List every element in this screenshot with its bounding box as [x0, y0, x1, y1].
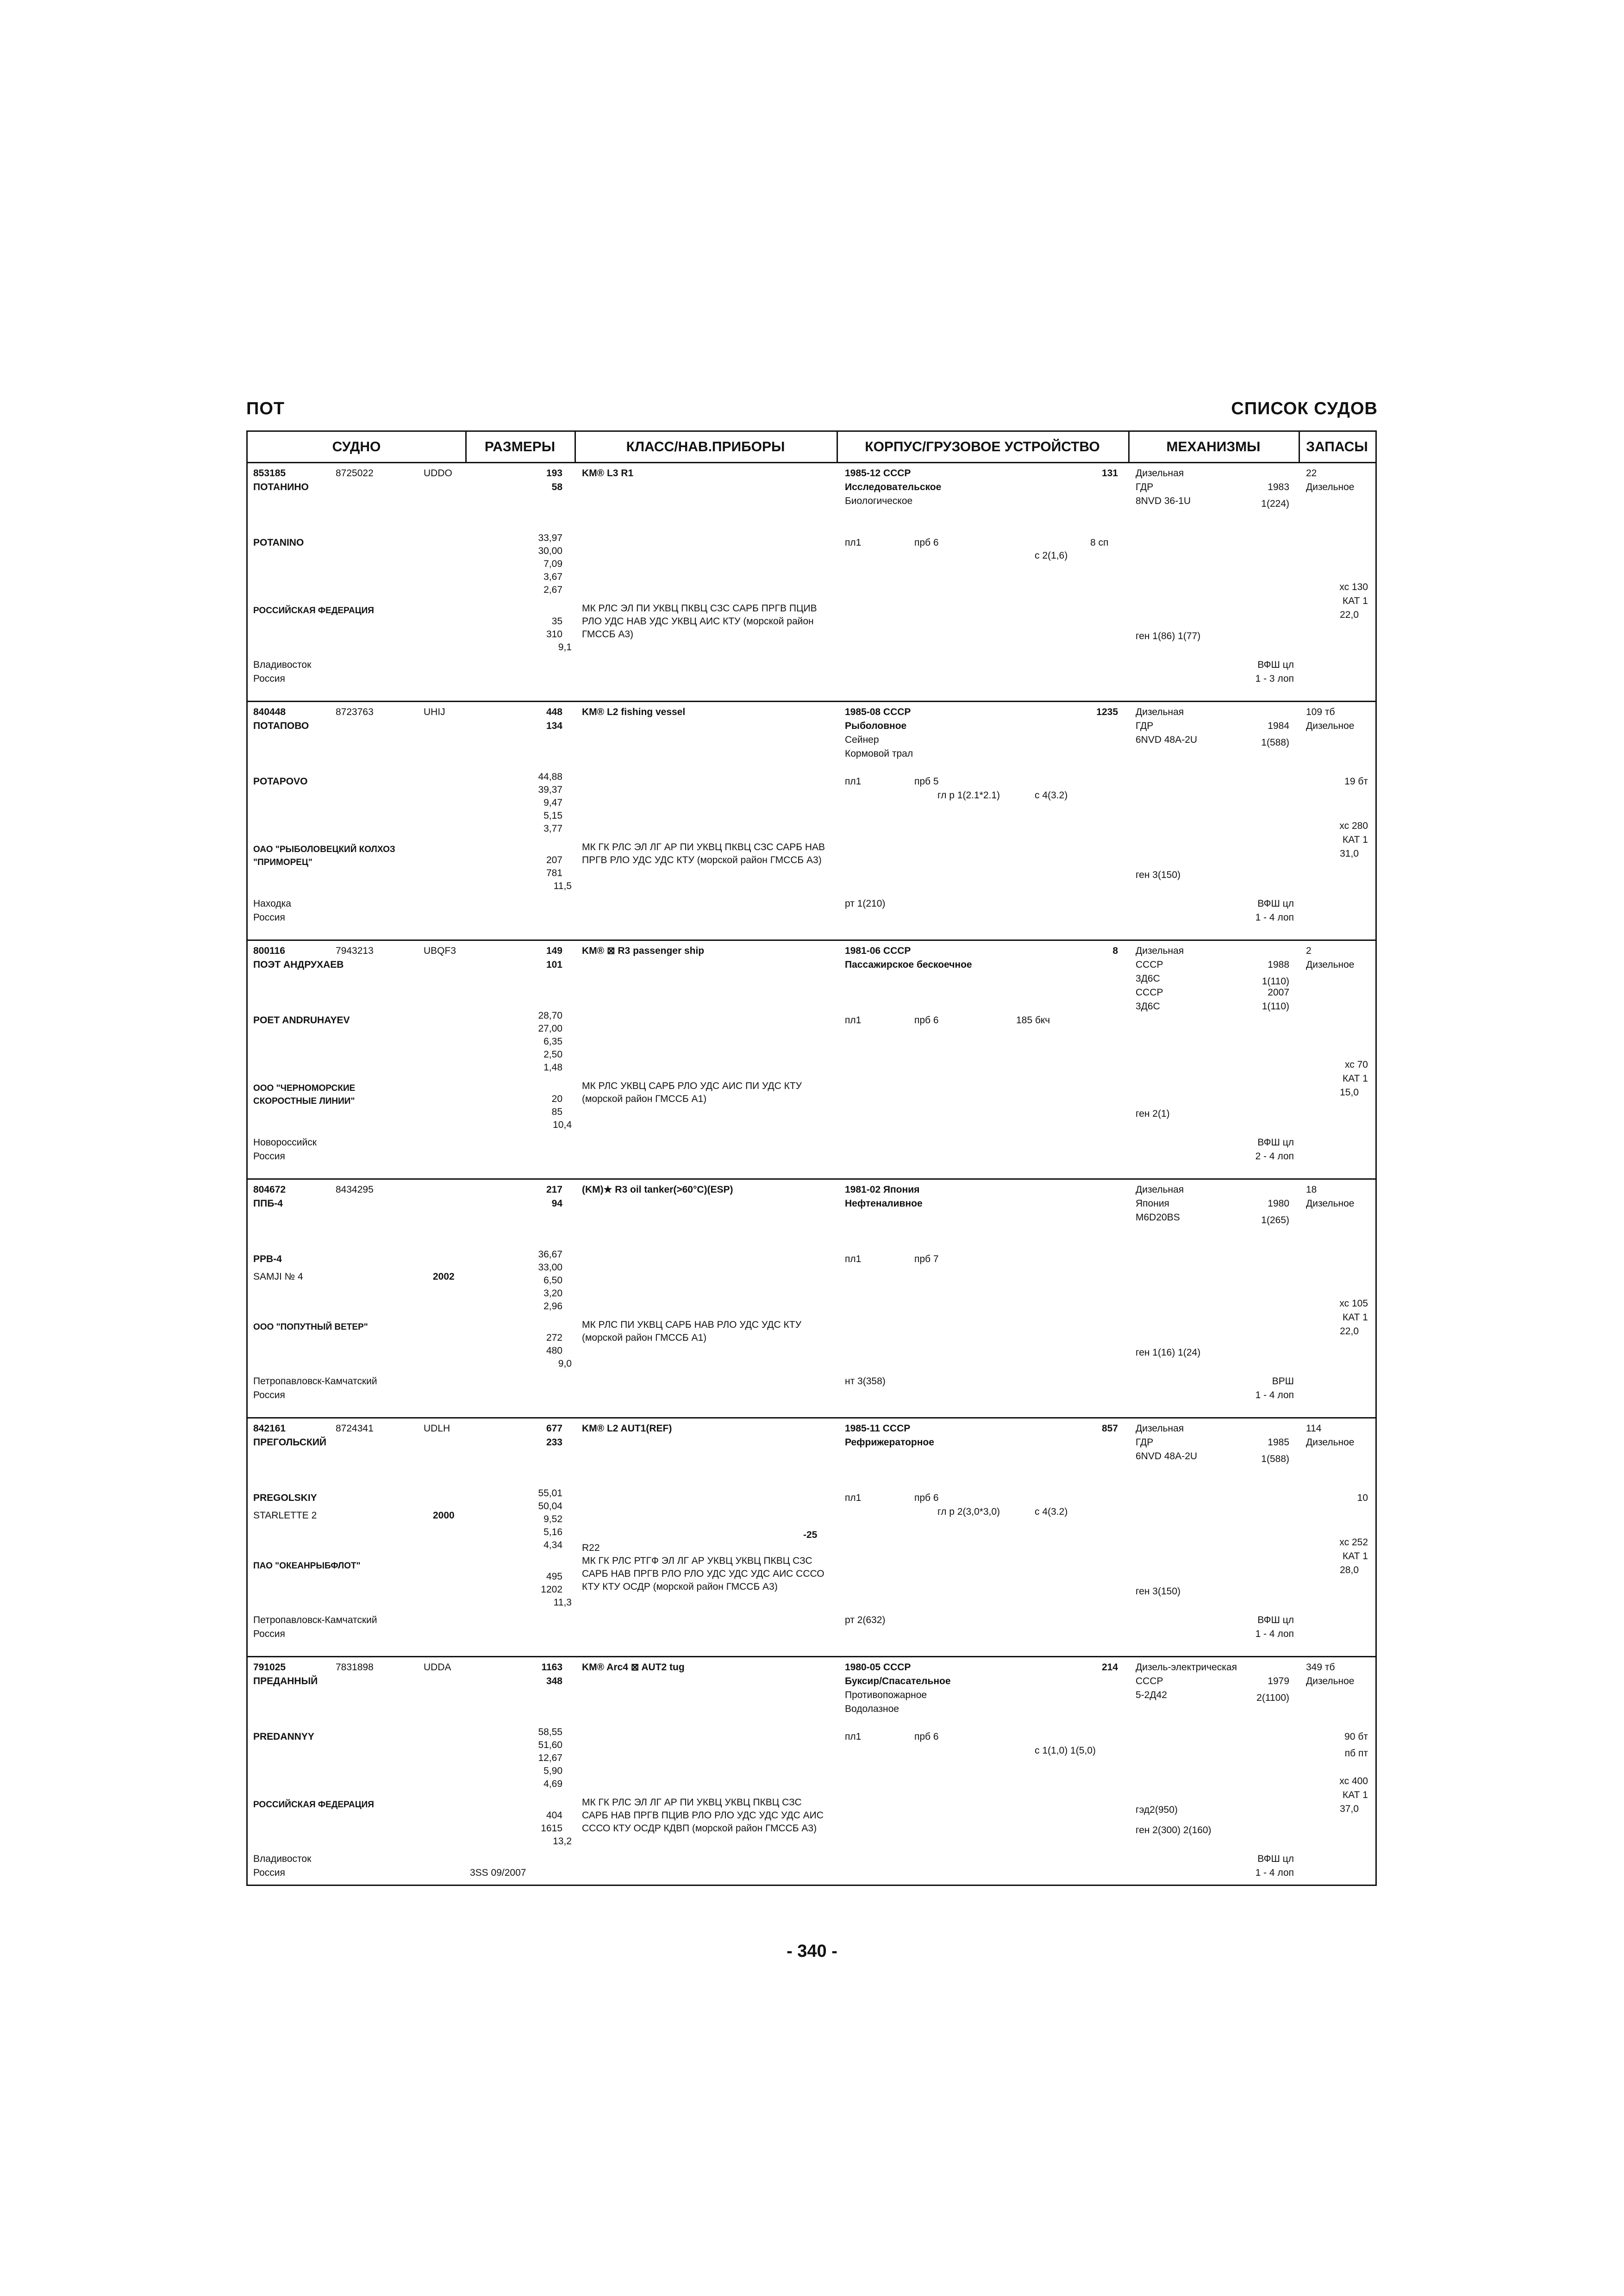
class-notation: (KM)★ R3 oil tanker(>60°C)(ESP): [582, 1184, 733, 1195]
generators: ген 3(150): [1136, 870, 1181, 880]
engine-type: Дизель-электрическая: [1136, 1662, 1237, 1673]
nav-equipment: МК РЛС УКВЦ САРБ РЛО УДС АИС ПИ УДС КТУ (морской район ГМССБ А1): [582, 1081, 802, 1104]
engine-type: Дизельная: [1136, 707, 1184, 717]
gross-tonnage: 217: [546, 1184, 562, 1195]
generators: ген 2(300) 2(160): [1136, 1825, 1212, 1836]
vessel-type: Рефрижераторное: [845, 1437, 934, 1448]
engine-country: ГДР: [1136, 482, 1154, 492]
displacement: 1202: [541, 1584, 562, 1595]
holds: с 4(3.2): [1035, 790, 1068, 801]
refrigerated-hold: хс 400: [1339, 1776, 1368, 1786]
engine-country: СССР: [1136, 959, 1163, 970]
vessel-id: 842161: [253, 1423, 286, 1434]
owner: ОАО "РЫБОЛОВЕЦКИЙ КОЛХОЗ "ПРИМОРЕЦ": [253, 845, 395, 867]
engine-type: Дизельная: [1136, 1184, 1184, 1195]
home-port: Петропавловск-Камчатский: [253, 1615, 377, 1625]
vessel-type: Пассажирское бескоечное: [845, 959, 972, 970]
vessel-type: Рыболовное: [845, 721, 907, 731]
dimension-value: 4,34: [543, 1540, 562, 1550]
engine-model: 3Д6С: [1136, 1001, 1160, 1012]
owner: РОССИЙСКАЯ ФЕДЕРАЦИЯ: [253, 1800, 374, 1810]
dimension-value: 12,67: [538, 1753, 562, 1763]
col-header-vessel: СУДНО: [248, 432, 465, 463]
refrigerated-hold: хс 70: [1345, 1059, 1368, 1070]
speed: 9,1: [558, 642, 572, 653]
vessel-id: 853185: [253, 468, 286, 479]
propeller-blades: 1 - 4 лоп: [1255, 1867, 1294, 1878]
decks: пл1: [845, 1254, 862, 1264]
generators: ген 1(16) 1(24): [1136, 1347, 1201, 1358]
call-sign: UDDA: [424, 1662, 451, 1673]
refrigerated-hold: хс 105: [1339, 1298, 1368, 1309]
tanks: рт 1(210): [845, 898, 886, 909]
ballast: 19 бт: [1344, 776, 1368, 787]
deadweight: 404: [546, 1810, 562, 1821]
call-sign: UDLH: [424, 1423, 450, 1434]
call-sign: UHIJ: [424, 707, 445, 717]
dimension-value: 2,50: [543, 1049, 562, 1060]
dimension-value: 30,00: [538, 546, 562, 556]
flag-country: Россия: [253, 1151, 285, 1162]
flag-country: Россия: [253, 1867, 285, 1878]
nav-equipment: МК РЛС ПИ УКВЦ САРБ НАВ РЛО УДС УДС КТУ (морской район ГМССБ А1): [582, 1319, 801, 1343]
propeller-blades: 1 - 4 лоп: [1255, 912, 1294, 923]
vessel-name: ППБ-4: [253, 1198, 283, 1209]
hull-number: 214: [1101, 1662, 1118, 1673]
dimension-value: 51,60: [538, 1740, 562, 1750]
flag-country: Россия: [253, 1390, 285, 1400]
build-year-country: 1985-11 СССР: [845, 1423, 911, 1434]
net-tonnage: 58: [551, 482, 562, 492]
owner: ПАО "ОКЕАНРЫБФЛОТ": [253, 1561, 361, 1571]
engine-power: 1(224): [1261, 498, 1289, 509]
vessel-name-latin: PPB-4: [253, 1254, 282, 1264]
engine-year: 1983: [1268, 482, 1289, 492]
imo-number: 8723763: [336, 707, 374, 717]
vessel-record: [248, 941, 1375, 1180]
category: КАТ 1: [1343, 1312, 1368, 1323]
hull-number: 1235: [1096, 707, 1118, 717]
vessel-name-latin: PREGOLSKIY: [253, 1493, 317, 1503]
refrigerated-hold: хс 252: [1339, 1537, 1368, 1548]
ship-register-table: [246, 430, 1377, 1886]
propeller: ВРШ: [1272, 1376, 1294, 1387]
dimension-value: 33,97: [538, 533, 562, 543]
vessel-type: Нефтеналивное: [845, 1198, 923, 1209]
engine-power: 1(110): [1262, 1001, 1289, 1012]
build-year-country: 1985-12 СССР: [845, 468, 911, 479]
holds: с 1(1,0) 1(5,0): [1035, 1745, 1096, 1756]
vessel-name-latin: POTANINO: [253, 537, 304, 548]
generators: гэд2(950): [1136, 1804, 1178, 1815]
owner: РОССИЙСКАЯ ФЕДЕРАЦИЯ: [253, 606, 374, 616]
imo-number: 7831898: [336, 1662, 374, 1673]
category: КАТ 1: [1343, 596, 1368, 606]
vessel-id: 840448: [253, 707, 286, 717]
engine-year: 1988: [1268, 959, 1289, 970]
vessel-name: ПОЭТ АНДРУХАЕВ: [253, 959, 344, 970]
engine-model: 3Д6С: [1136, 973, 1160, 984]
dimension-value: 6,35: [543, 1036, 562, 1047]
deadweight: 272: [546, 1332, 562, 1343]
dimension-value: 5,16: [543, 1527, 562, 1537]
vessel-type: Буксир/Спасательное: [845, 1676, 951, 1686]
fuel-type: Дизельное: [1306, 482, 1355, 492]
net-tonnage: 101: [546, 959, 562, 970]
engine-country: ГДР: [1136, 721, 1154, 731]
engine-year: 2007: [1268, 987, 1289, 998]
category-value: 22,0: [1340, 1326, 1359, 1337]
generators: ген 1(86) 1(77): [1136, 631, 1201, 641]
refrigerant: R22: [582, 1543, 600, 1553]
cargo-capacity: 8 сп: [1090, 537, 1109, 548]
category: КАТ 1: [1343, 1073, 1368, 1084]
speed: 11,3: [553, 1597, 572, 1608]
dimension-value: 50,04: [538, 1501, 562, 1512]
fuel-capacity: 2: [1306, 946, 1312, 956]
speed: 13,2: [553, 1836, 572, 1847]
deadweight: 35: [551, 616, 562, 627]
vessel-subtype: Противопожарное: [845, 1690, 927, 1700]
displacement: 1615: [541, 1823, 562, 1834]
displacement: 781: [546, 868, 562, 878]
build-year-country: 1980-05 СССР: [845, 1662, 911, 1673]
call-sign: UDDO: [424, 468, 452, 479]
vessel-subtype: Кормовой трал: [845, 748, 913, 759]
fuel-type: Дизельное: [1306, 1198, 1355, 1209]
tanks: нт 3(358): [845, 1376, 886, 1387]
cargo-hatches: гл р 2(3,0*3,0): [937, 1506, 1000, 1517]
holds: с 2(1,6): [1035, 550, 1068, 561]
category-value: 37,0: [1340, 1804, 1359, 1814]
propeller: ВФШ цл: [1257, 898, 1294, 909]
bulkheads: прб 6: [914, 1731, 939, 1742]
fuel-capacity: 18: [1306, 1184, 1317, 1195]
category: КАТ 1: [1343, 1551, 1368, 1562]
category: КАТ 1: [1343, 1790, 1368, 1800]
propeller-blades: 1 - 4 лоп: [1255, 1390, 1294, 1400]
speed: 9,0: [558, 1358, 572, 1369]
dimension-value: 9,52: [543, 1514, 562, 1524]
build-year-country: 1981-06 СССР: [845, 946, 911, 956]
class-notation: KM® L2 AUT1(REF): [582, 1423, 672, 1434]
class-notation: KM® L3 R1: [582, 468, 634, 479]
refrigeration-temp: -25: [803, 1530, 818, 1540]
engine-country: СССР: [1136, 1676, 1163, 1686]
engine-model: 8NVD 36-1U: [1136, 496, 1191, 506]
previous-name-year: 2002: [433, 1271, 455, 1282]
refrigerated-hold: хс 280: [1339, 821, 1368, 831]
nav-equipment: МК ГК РЛС РТГФ ЭЛ ЛГ АР УКВЦ УКВЦ ПКВЦ СЗС САРБ НАВ ПРГВ РЛО РЛО УДС УДС УДС АИС СССО КТУ КТУ ОСДР (морской район ГМССБ А3): [582, 1556, 824, 1592]
net-tonnage: 348: [546, 1676, 562, 1686]
vessel-name: ПРЕГОЛЬСКИЙ: [253, 1437, 327, 1448]
previous-name: SAMJI № 4: [253, 1271, 303, 1282]
vessel-name-latin: PREDANNYY: [253, 1731, 314, 1742]
gross-tonnage: 448: [546, 707, 562, 717]
owner: ООО "ЧЕРНОМОРСКИЕ СКОРОСТНЫЕ ЛИНИИ": [253, 1083, 356, 1106]
page-number: - 340 -: [787, 1941, 837, 1961]
propeller: ВФШ цл: [1257, 1137, 1294, 1148]
fuel-capacity: 349 тб: [1306, 1662, 1335, 1673]
flag-country: Россия: [253, 673, 285, 684]
call-sign: UBQF3: [424, 946, 456, 956]
engine-country: Япония: [1136, 1198, 1169, 1209]
engine-country: ГДР: [1136, 1437, 1154, 1448]
home-port: Владивосток: [253, 1854, 312, 1864]
refrigerated-hold: хс 130: [1339, 582, 1368, 592]
fuel-type: Дизельное: [1306, 721, 1355, 731]
dimension-value: 3,67: [543, 572, 562, 582]
home-port: Находка: [253, 898, 291, 909]
engine-model: 6NVD 48A-2U: [1136, 734, 1198, 745]
category: КАТ 1: [1343, 834, 1368, 845]
displacement: 310: [546, 629, 562, 640]
deadweight: 207: [546, 855, 562, 865]
gross-tonnage: 149: [546, 946, 562, 956]
imo-number: 8725022: [336, 468, 374, 479]
vessel-id: 804672: [253, 1184, 286, 1195]
home-port: Петропавловск-Камчатский: [253, 1376, 377, 1387]
bulkheads: прб 6: [914, 1493, 939, 1503]
edition-mark: 3SS 09/2007: [470, 1867, 526, 1878]
hull-number: 857: [1101, 1423, 1118, 1434]
bulkheads: прб 7: [914, 1254, 939, 1264]
cargo-hatches: гл р 1(2.1*2.1): [937, 790, 1000, 801]
vessel-name: ПОТАПОВО: [253, 721, 309, 731]
decks: пл1: [845, 776, 862, 787]
dimension-value: 44,88: [538, 772, 562, 782]
engine-model: 6NVD 48A-2U: [1136, 1451, 1198, 1462]
class-notation: KM® ⊠ R3 passenger ship: [582, 946, 705, 956]
hull-number: 131: [1101, 468, 1118, 479]
dimension-value: 27,00: [538, 1023, 562, 1034]
col-header-supplies: ЗАПАСЫ: [1299, 432, 1375, 463]
vessel-record: [248, 702, 1375, 941]
deadweight: 495: [546, 1571, 562, 1582]
col-header-machinery: МЕХАНИЗМЫ: [1128, 432, 1299, 463]
col-divider: [575, 432, 576, 463]
net-tonnage: 233: [546, 1437, 562, 1448]
vessel-record: [248, 1657, 1375, 1896]
engine-power: 2(1100): [1256, 1692, 1289, 1703]
dimension-value: 6,50: [543, 1275, 562, 1286]
dimension-value: 33,00: [538, 1262, 562, 1273]
category-value: 15,0: [1340, 1087, 1359, 1098]
nav-equipment: МК РЛС ЭЛ ПИ УКВЦ ПКВЦ СЗС САРБ ПРГВ ПЦИВ РЛО УДС НАВ УДС УКВЦ АИС КТУ (морской район ГМССБ А3): [582, 603, 817, 640]
flag-country: Россия: [253, 912, 285, 923]
dimension-value: 55,01: [538, 1488, 562, 1499]
category-value: 28,0: [1340, 1565, 1359, 1575]
decks: пл1: [845, 1731, 862, 1742]
dimension-value: 28,70: [538, 1010, 562, 1021]
fuel-type: Дизельное: [1306, 1676, 1355, 1686]
decks: пл1: [845, 537, 862, 548]
dimension-value: 7,09: [543, 559, 562, 569]
home-port: Владивосток: [253, 660, 312, 670]
dimension-value: 3,20: [543, 1288, 562, 1299]
engine-power: 1(588): [1261, 1454, 1289, 1464]
vessel-subtype: Водолазное: [845, 1704, 899, 1714]
propeller: ВФШ цл: [1257, 1854, 1294, 1864]
engine-year: 1984: [1268, 721, 1289, 731]
running-header-left: ПОТ: [246, 399, 285, 418]
propeller: ВФШ цл: [1257, 660, 1294, 670]
dimension-value: 9,47: [543, 797, 562, 808]
vessel-name-latin: POET ANDRUHAYEV: [253, 1015, 350, 1026]
dimension-value: 3,77: [543, 823, 562, 834]
col-divider: [465, 432, 467, 463]
imo-number: 7943213: [336, 946, 374, 956]
vessel-record: [248, 1180, 1375, 1419]
engine-type: Дизельная: [1136, 1423, 1184, 1434]
gross-tonnage: 677: [546, 1423, 562, 1434]
class-notation: KM® L2 fishing vessel: [582, 707, 686, 717]
engine-year: 1979: [1268, 1676, 1289, 1686]
vessel-id: 800116: [253, 946, 285, 956]
flag-country: Россия: [253, 1629, 285, 1639]
previous-name: STARLETTE 2: [253, 1510, 317, 1521]
imo-number: 8724341: [336, 1423, 374, 1434]
gross-tonnage: 193: [546, 468, 562, 479]
gross-tonnage: 1163: [541, 1662, 562, 1673]
running-header-right: СПИСОК СУДОВ: [1231, 399, 1378, 418]
nav-equipment: МК ГК РЛС ЭЛ ЛГ АР ПИ УКВЦ УКВЦ ПКВЦ СЗС САРБ НАВ ПРГВ ПЦИВ РЛО РЛО УДС УДС УДС АИС СССО КТУ ОСДР КДВП (морской район ГМССБ А3): [582, 1797, 824, 1834]
engine-model: M6D20BS: [1136, 1212, 1180, 1223]
dimension-value: 1,48: [543, 1062, 562, 1073]
displacement: 85: [551, 1107, 562, 1117]
engine-country: СССР: [1136, 987, 1163, 998]
bulkheads: прб 5: [914, 776, 939, 787]
deadweight: 20: [551, 1094, 562, 1104]
vessel-record: [248, 463, 1375, 702]
engine-type: Дизельная: [1136, 946, 1184, 956]
dimension-value: 5,15: [543, 810, 562, 821]
fuel-type: Дизельное: [1306, 1437, 1355, 1448]
dimension-value: 36,67: [538, 1249, 562, 1260]
nav-equipment: МК ГК РЛС ЭЛ ЛГ АР ПИ УКВЦ ПКВЦ СЗС САРБ НАВ ПРГВ РЛО УДС УДС КТУ (морской район ГМССБ А3): [582, 842, 825, 865]
tanks: рт 2(632): [845, 1615, 886, 1625]
bulkheads: прб 6: [914, 1015, 939, 1026]
propeller-blades: 1 - 4 лоп: [1255, 1629, 1294, 1639]
cargo-capacity: 185 бкч: [1016, 1015, 1050, 1026]
engine-model: 5-2Д42: [1136, 1690, 1167, 1700]
ballast: 10: [1357, 1493, 1368, 1503]
speed: 11,5: [553, 881, 572, 891]
hull-number: 8: [1112, 946, 1118, 956]
engine-year: 1985: [1268, 1437, 1289, 1448]
fuel-capacity: 22: [1306, 468, 1317, 479]
vessel-id: 791025: [253, 1662, 286, 1673]
build-year-country: 1981-02 Япония: [845, 1184, 920, 1195]
dimension-value: 4,69: [543, 1779, 562, 1789]
col-divider: [1299, 432, 1300, 463]
col-header-class-nav: КЛАСС/НАВ.ПРИБОРЫ: [575, 432, 837, 463]
engine-type: Дизельная: [1136, 468, 1184, 479]
fuel-capacity: 114: [1306, 1423, 1322, 1434]
home-port: Новороссийск: [253, 1137, 317, 1148]
owner: ООО "ПОПУТНЫЙ ВЕТЕР": [253, 1322, 368, 1332]
other-tanks: пб пт: [1344, 1748, 1368, 1759]
build-year-country: 1985-08 СССР: [845, 707, 911, 717]
propeller-blades: 2 - 4 лоп: [1255, 1151, 1294, 1162]
col-divider: [1128, 432, 1130, 463]
speed: 10,4: [553, 1120, 572, 1130]
propeller: ВФШ цл: [1257, 1615, 1294, 1625]
engine-power: 1(265): [1261, 1215, 1289, 1226]
fuel-capacity: 109 тб: [1306, 707, 1335, 717]
dimension-value: 58,55: [538, 1727, 562, 1737]
category-value: 31,0: [1340, 848, 1359, 859]
displacement: 480: [546, 1345, 562, 1356]
dimension-value: 2,96: [543, 1301, 562, 1312]
net-tonnage: 94: [551, 1198, 562, 1209]
previous-name-year: 2000: [433, 1510, 455, 1521]
vessel-name: ПОТАНИНО: [253, 482, 309, 492]
vessel-subtype: Сейнер: [845, 734, 879, 745]
col-header-dimensions: РАЗМЕРЫ: [465, 432, 575, 463]
generators: ген 3(150): [1136, 1586, 1181, 1597]
holds: с 4(3.2): [1035, 1506, 1068, 1517]
vessel-type: Исследовательское: [845, 482, 942, 492]
generators: ген 2(1): [1136, 1108, 1170, 1119]
dimension-value: 39,37: [538, 784, 562, 795]
dimension-value: 2,67: [543, 585, 562, 595]
engine-power: 1(588): [1261, 737, 1289, 748]
fuel-type: Дизельное: [1306, 959, 1355, 970]
class-notation: KM® Arc4 ⊠ AUT2 tug: [582, 1662, 685, 1673]
vessel-subtype: Биологическое: [845, 496, 913, 506]
vessel-record: [248, 1419, 1375, 1657]
bulkheads: прб 6: [914, 537, 939, 548]
dimension-value: 5,90: [543, 1766, 562, 1776]
propeller-blades: 1 - 3 лоп: [1255, 673, 1294, 684]
decks: пл1: [845, 1493, 862, 1503]
engine-year: 1980: [1268, 1198, 1289, 1209]
category-value: 22,0: [1340, 610, 1359, 620]
decks: пл1: [845, 1015, 862, 1026]
ballast: 90 бт: [1344, 1731, 1368, 1742]
vessel-name: ПРЕДАННЫЙ: [253, 1676, 318, 1686]
col-header-hull-cargo: КОРПУС/ГРУЗОВОЕ УСТРОЙСТВО: [837, 432, 1128, 463]
engine-power: 1(110): [1262, 976, 1289, 987]
imo-number: 8434295: [336, 1184, 374, 1195]
vessel-name-latin: POTAPOVO: [253, 776, 308, 787]
net-tonnage: 134: [546, 721, 562, 731]
col-divider: [837, 432, 838, 463]
